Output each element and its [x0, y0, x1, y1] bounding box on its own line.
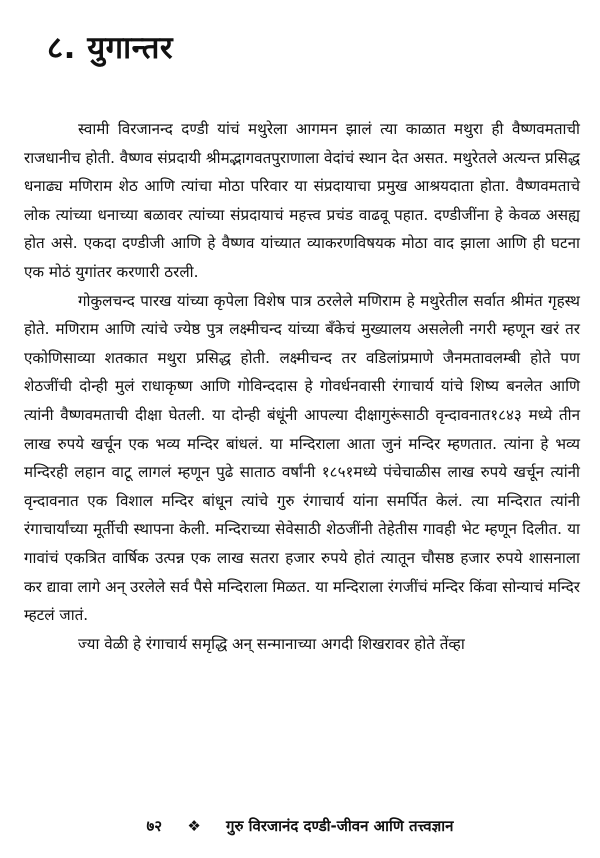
paragraph-3: ज्या वेळी हे रंगाचार्य समृद्धि अन् सन्मानाच्या अगदी शिखरावर होते तेंव्हा — [78, 634, 465, 653]
chapter-body — [24, 115, 580, 658]
page-number: ७२ — [146, 817, 163, 835]
footer-ornament-icon: ❖ — [187, 817, 201, 835]
chapter-title: ८. युगान्तर — [47, 30, 174, 66]
paragraph-1: स्वामी विरजानन्द दण्डी यांचं मथुरेला आगमन झालं त्या काळात मथुरा ही वैष्णवमताची राजधानीच होती. वैष्णव संप्रदायी श्रीमद्भागवतपुराणाला वेदांचं स्थान देत असत. मथुरेतले अत्यन्त प्रसिद्ध धनाढ्य मणिराम शेठ आणि त्यांचा मोठा परिवार या संप्रदायाचा प्रमुख आश्रयदाता होता. वैष्णवमताचे लोक त्यांच्या धनाच्या बळावर त्यांच्या संप्रदायाचं महत्त्व प्रचंड वाढवू पहात. दण्डीजींना हे केवळ असह्य होत असे. एकदा दण्डीजी आणि हे वैष्णव यांच्यात व्याकरणविषयक मोठा वाद झाला आणि ही घटना एक मोठं युगांतर करणारी ठरली. — [24, 120, 580, 281]
page-footer — [0, 814, 600, 838]
paragraph-2: गोकुलचन्द पारख यांच्या कृपेला विशेष पात्र ठरलेले मणिराम हे मथुरेतील सर्वात श्रीमंत गृहस्थ होते. मणिराम आणि त्यांचे ज्येष्ठ पुत्र लक्ष्मीचन्द यांच्या बँकेचं मुख्यालय असलेली नगरी म्हणून खरं तर एकोणिसाव्या शतकात मथुरा प्रसिद्ध होती. लक्ष्मीचन्द तर वडिलांप्रमाणे जैनमतावलम्बी होते पण शेठजींची दोन्ही मुलं राधाकृष्ण आणि गोविन्ददास हे गोवर्धनवासी रंगाचार्य यांचे शिष्य बनलेत आणि त्यांनी वैष्णवमताची दीक्षा घेतली. या दोन्ही बंधूंनी आपल्या दीक्षागुरूंसाठी वृन्दावनात१८४३ मध्ये तीन लाख रुपये खर्चून एक भव्य मन्दिर बांधलं. या मन्दिराला आता जुनं मन्दिर म्हणतात. त्यांना हे भव्य मन्दिरही लहान वाटू लागलं म्हणून पुढे साताठ वर्षांनी १८५१मध्ये पंचेचाळीस लाख रुपये खर्चून त्यांनी वृन्दावनात एक विशाल मन्दिर बांधून त्यांचे गुरु रंगाचार्य यांना समर्पित केलं. त्या मन्दिरात त्यांनी रंगाचार्यांच्या मूर्तीची स्थापना केली. मन्दिराच्या सेवेसाठी शेठजींनी तेहेतीस गावही भेट म्हणून दिलीत. या गावांचं एकत्रित वार्षिक उत्पन्न एक लाख सतरा हजार रुपये होतं त्यातून चौसष्ठ हजार रुपये शासनाला कर द्यावा लागे अन् उरलेले सर्व पैसे मन्दिराला मिळत. या मन्दिराला रंगजींचं मन्दिर किंवा सोन्याचं मन्दिर म्हटलं जातं. — [24, 291, 580, 625]
running-book-title: गुरु विरजानंद दण्डी-जीवन आणि तत्त्वज्ञान — [226, 817, 454, 835]
